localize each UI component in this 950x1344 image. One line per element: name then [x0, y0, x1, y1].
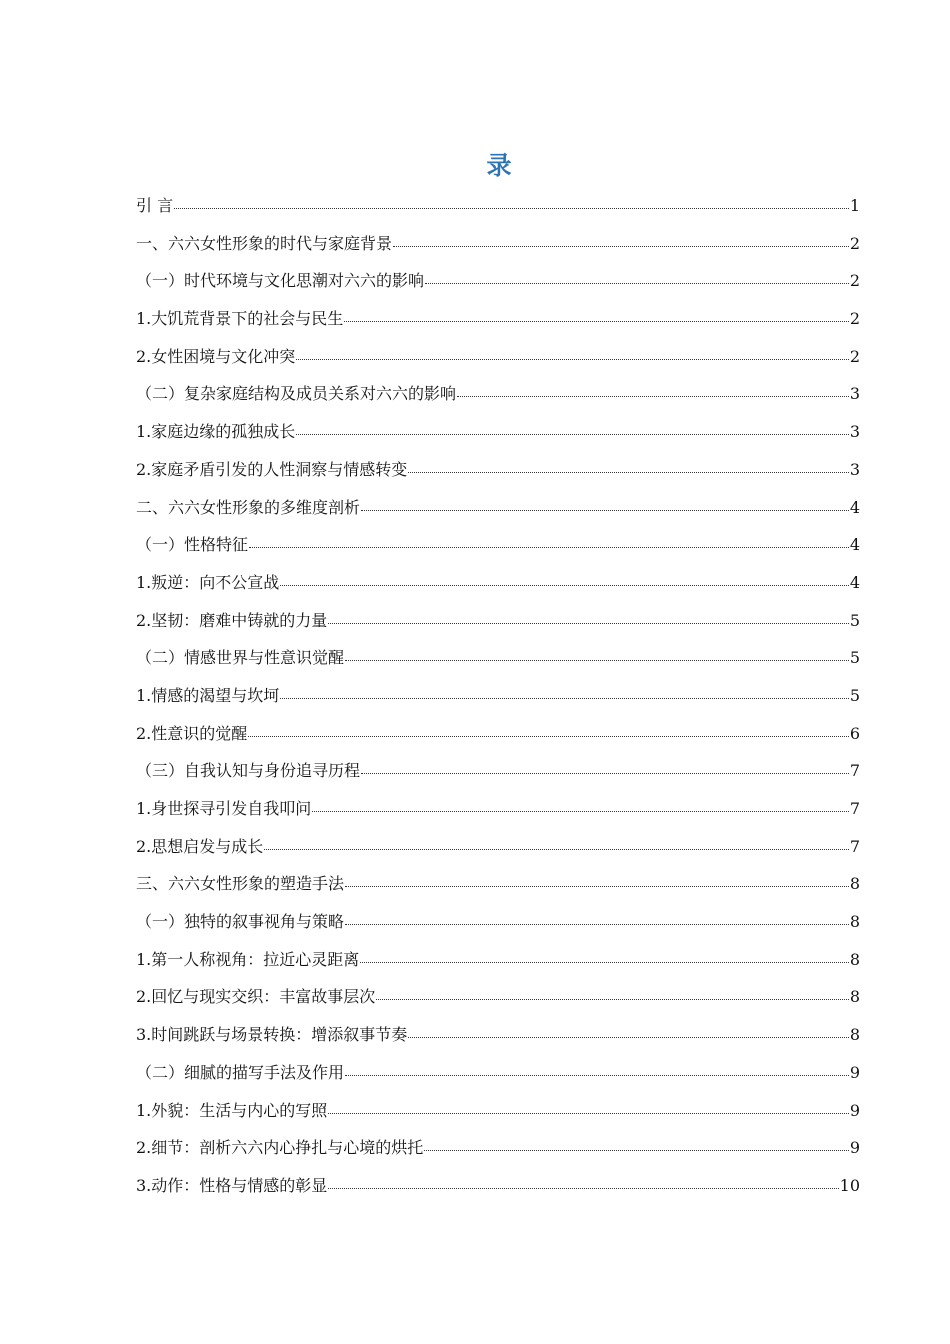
toc-entry-label: （一）时代环境与文化思潮对六六的影响	[136, 271, 425, 291]
toc-entry-label: 1.身世探寻引发自我叩问	[136, 799, 312, 818]
toc-entry-label: 1.情感的渴望与坎坷	[136, 685, 280, 705]
toc-entry-page-number: 7	[849, 761, 860, 781]
toc-entry-label: 2.坚韧：磨难中铸就的力量	[136, 610, 328, 630]
dot-leader	[457, 395, 849, 397]
dot-leader	[174, 207, 849, 209]
dot-leader	[264, 848, 849, 850]
toc-entry[interactable]	[136, 341, 860, 379]
toc-entry-label: （二）情感世界与性意识觉醒	[136, 648, 345, 668]
toc-entry-page-number: 2	[849, 271, 860, 291]
toc-entry-page-number: 8	[849, 1025, 860, 1045]
toc-entry-page-number: 3	[849, 384, 860, 404]
toc-entry-label: （一）独特的叙事视角与策略	[136, 912, 345, 932]
toc-entry-label: （二）复杂家庭结构及成员关系对六六的影响	[136, 384, 457, 404]
toc-entry[interactable]	[136, 906, 860, 944]
toc-entry[interactable]	[136, 831, 860, 869]
toc-entry[interactable]	[136, 378, 860, 416]
dot-leader	[345, 923, 849, 925]
toc-entry-page-number: 5	[849, 685, 860, 705]
toc-entry[interactable]	[136, 416, 860, 454]
dot-leader	[408, 471, 849, 473]
toc-entry-label: 2.女性困境与文化冲突	[136, 346, 296, 366]
toc-entry-label: 1.外貌：生活与内心的写照	[136, 1100, 328, 1120]
toc-entry-label: （一）性格特征	[136, 535, 249, 555]
toc-entry[interactable]	[136, 190, 860, 228]
toc-entry[interactable]	[136, 1170, 860, 1208]
toc-entry[interactable]	[136, 605, 860, 643]
toc-entry[interactable]	[136, 718, 860, 756]
dot-leader	[344, 320, 849, 322]
toc-entry-page-number: 9	[849, 1100, 860, 1120]
dot-leader	[424, 1149, 849, 1151]
toc-entry-label: （三）自我认知与身份追寻历程	[136, 761, 361, 781]
dot-leader	[361, 772, 849, 774]
toc-entry-page-number: 8	[849, 949, 860, 969]
toc-entry[interactable]	[136, 567, 860, 605]
toc-entry-page-number: 5	[849, 648, 860, 668]
toc-entry-page-number: 4	[849, 535, 860, 555]
dot-leader	[408, 1036, 849, 1038]
dot-leader	[345, 1074, 849, 1076]
toc-entry-page-number: 9	[849, 1062, 860, 1082]
toc-entry-label: 引 言	[136, 196, 174, 215]
toc-entry[interactable]	[136, 642, 860, 680]
toc-entry[interactable]	[136, 981, 860, 1019]
toc-entry[interactable]	[136, 492, 860, 530]
toc-entry[interactable]	[136, 303, 860, 341]
dot-leader	[345, 659, 849, 661]
toc-entry-page-number: 3	[849, 422, 860, 442]
toc-entry[interactable]	[136, 755, 860, 793]
toc-entry-label: 2.性意识的觉醒	[136, 723, 248, 743]
toc-entry-label: （二）细腻的描写手法及作用	[136, 1062, 345, 1082]
toc-entry-page-number: 1	[849, 196, 860, 215]
toc-entry-page-number: 2	[849, 233, 860, 253]
toc-entry-label: 2.细节：剖析六六内心挣扎与心境的烘托	[136, 1138, 424, 1158]
toc-entry-label: 2.回忆与现实交织：丰富故事层次	[136, 987, 376, 1007]
toc-entry-label: 1.第一人称视角：拉近心灵距离	[136, 949, 360, 969]
dot-leader	[328, 622, 849, 624]
toc-entry[interactable]	[136, 944, 860, 982]
toc-entry[interactable]	[136, 454, 860, 492]
dot-leader	[280, 584, 849, 586]
dot-leader	[425, 282, 849, 284]
toc-entry-label: 三、六六女性形象的塑造手法	[136, 874, 345, 894]
toc-entry[interactable]	[136, 1019, 860, 1057]
toc-entry-page-number: 5	[849, 610, 860, 630]
toc-entry-page-number: 4	[849, 572, 860, 592]
dot-leader	[296, 433, 849, 435]
toc-entry-page-number: 6	[849, 723, 860, 743]
toc-entry-page-number: 9	[849, 1138, 860, 1158]
dot-leader	[280, 697, 849, 699]
toc-entry-label: 二、六六女性形象的多维度剖析	[136, 497, 361, 517]
toc-entry[interactable]	[136, 265, 860, 303]
toc-entry-page-number: 8	[849, 987, 860, 1007]
toc-entry-label: 2.家庭矛盾引发的人性洞察与情感转变	[136, 459, 408, 479]
toc-entry-label: 一、六六女性形象的时代与家庭背景	[136, 233, 393, 253]
toc-entry[interactable]	[136, 529, 860, 567]
dot-leader	[249, 546, 849, 548]
toc-entry-label: 3.时间跳跃与场景转换：增添叙事节奏	[136, 1025, 408, 1045]
dot-leader	[312, 810, 849, 812]
toc-entry-label: 2.思想启发与成长	[136, 836, 264, 856]
toc-entry[interactable]	[136, 1132, 860, 1170]
toc-entry-page-number: 8	[849, 912, 860, 932]
toc-entry-label: 1.大饥荒背景下的社会与民生	[136, 309, 344, 329]
dot-leader	[328, 1187, 838, 1189]
toc-entry[interactable]	[136, 680, 860, 718]
toc-entry-page-number: 4	[849, 497, 860, 517]
toc-entry-page-number: 2	[849, 309, 860, 329]
toc-list	[136, 190, 860, 1208]
toc-entry[interactable]	[136, 1095, 860, 1133]
dot-leader	[393, 245, 849, 247]
dot-leader	[328, 1112, 849, 1114]
toc-entry-page-number: 7	[849, 799, 860, 818]
toc-entry-page-number: 10	[839, 1175, 860, 1195]
toc-entry-label: 1.家庭边缘的孤独成长	[136, 422, 296, 442]
dot-leader	[248, 735, 849, 737]
toc-entry-page-number: 2	[849, 346, 860, 366]
toc-entry-label: 1.叛逆：向不公宣战	[136, 572, 280, 592]
toc-entry[interactable]	[136, 793, 860, 831]
toc-title: 录	[486, 151, 512, 180]
dot-leader	[360, 961, 849, 963]
toc-entry[interactable]	[136, 1057, 860, 1095]
toc-entry[interactable]	[136, 868, 860, 906]
dot-leader	[361, 509, 849, 511]
toc-entry[interactable]	[136, 228, 860, 266]
toc-entry-page-number: 7	[849, 836, 860, 856]
toc-entry-page-number: 8	[849, 874, 860, 894]
dot-leader	[345, 885, 849, 887]
dot-leader	[376, 998, 849, 1000]
toc-entry-page-number: 3	[849, 459, 860, 479]
toc-entry-label: 3.动作：性格与情感的彰显	[136, 1175, 328, 1195]
dot-leader	[296, 358, 849, 360]
